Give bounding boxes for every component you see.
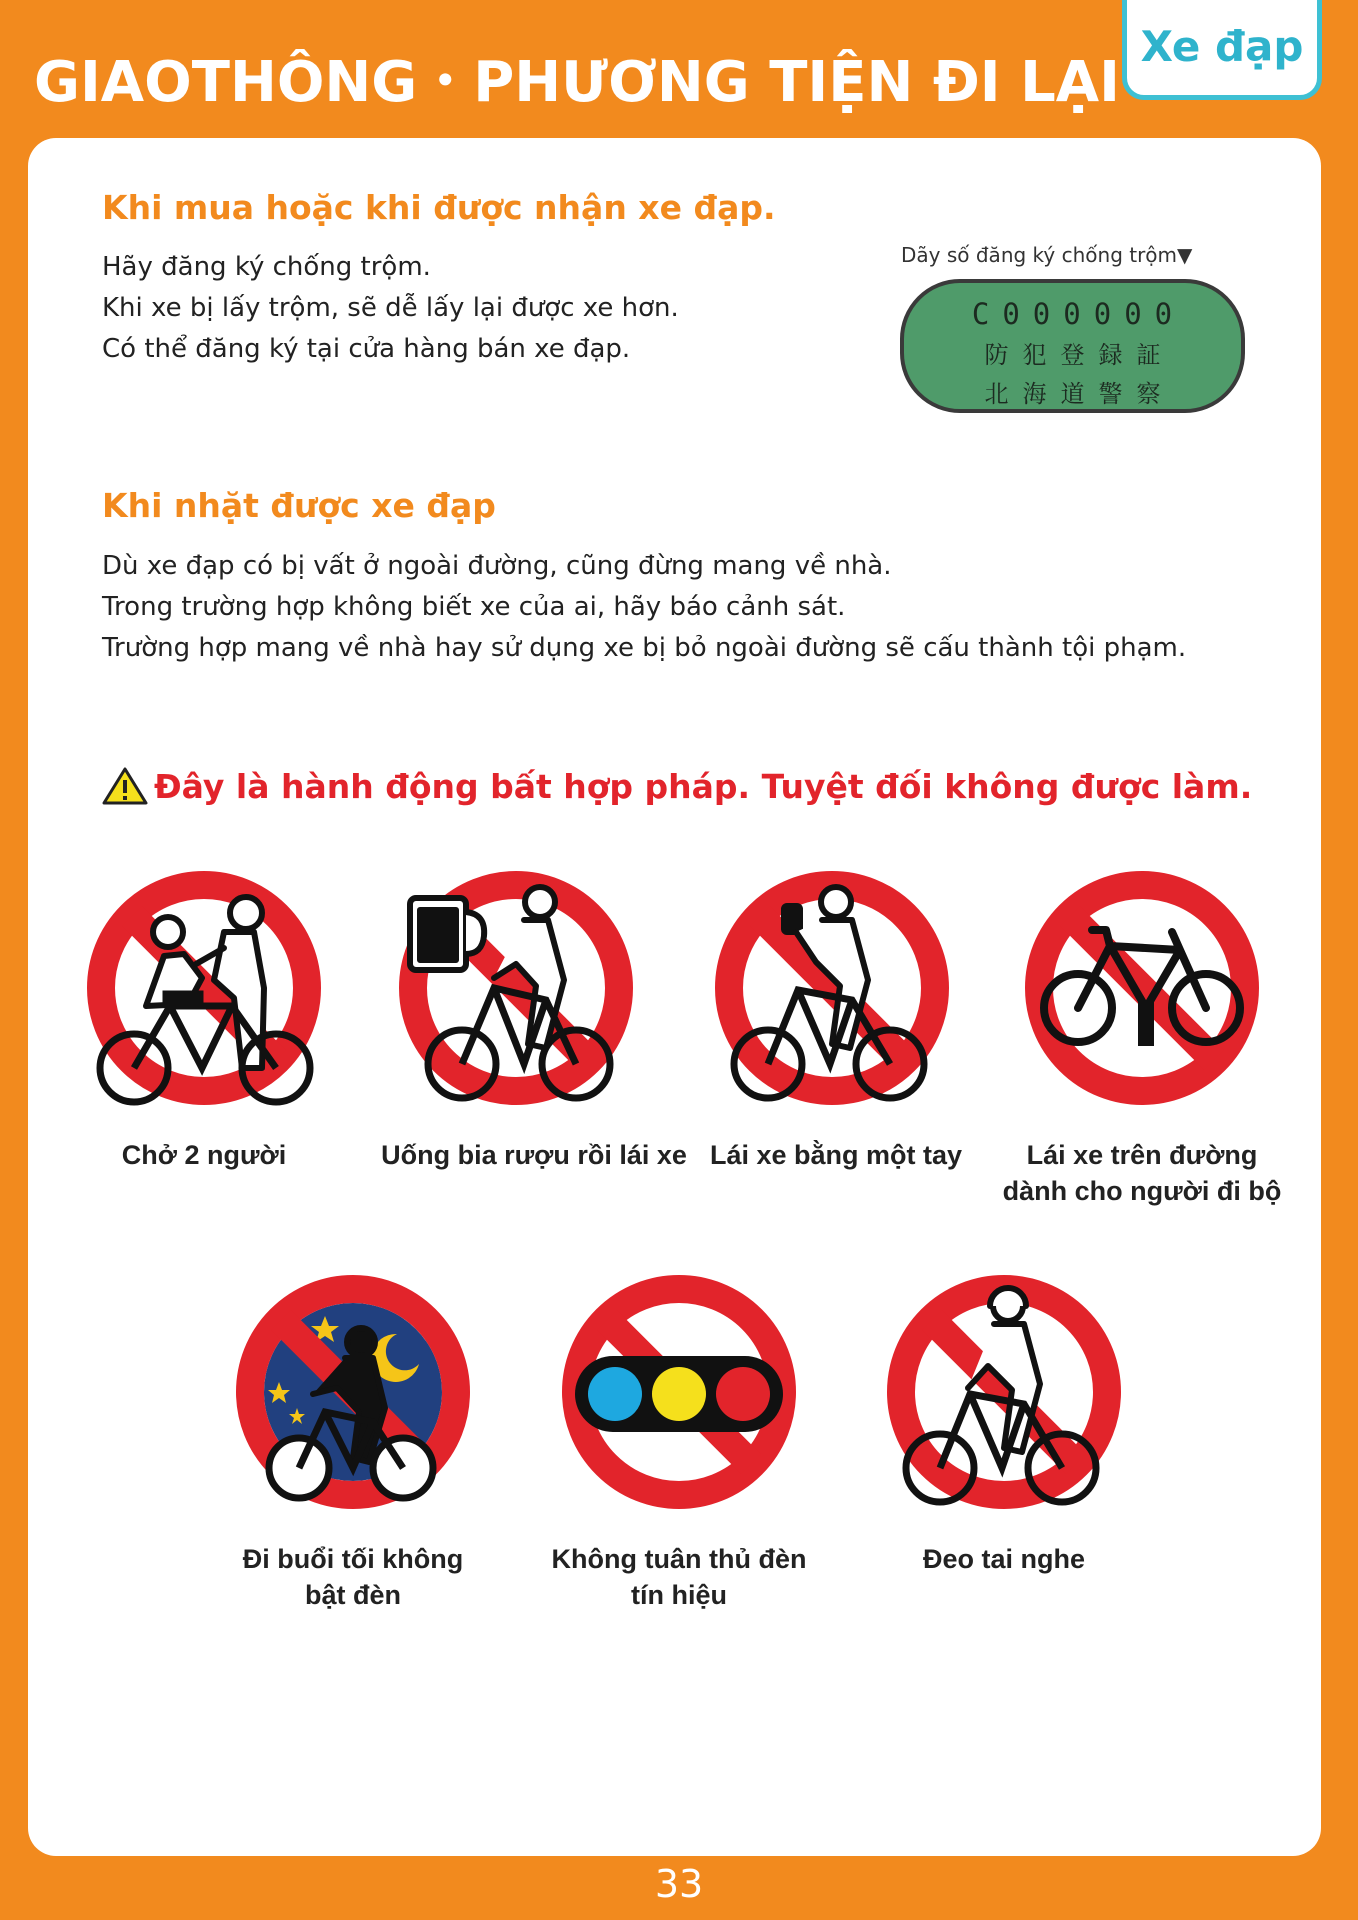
body-line: Có thể đăng ký tại cửa hàng bán xe đạp. [102,334,631,364]
sign-traffic-light [559,1272,799,1512]
category-tag: Xe đạp [1122,0,1322,100]
sign-caption [213,1541,493,1613]
body-line: Dù xe đạp có bị vất ở ngoài đường, cũng đừng mang về nhà. [102,551,892,581]
two-riders-icon [84,868,324,1108]
caption-line: Lái xe trên đường [1026,1140,1258,1170]
caption-line: Uống bia rượu rồi lái xe [381,1140,687,1170]
caption-line: dành cho người đi bộ [1002,1176,1282,1206]
sign-one-hand [712,868,952,1108]
sign-headphones [884,1272,1124,1512]
sign-caption [374,1137,694,1173]
sign-caption [696,1137,976,1173]
headphones-riding-icon [884,1272,1124,1512]
caption-line: Lái xe bằng một tay [709,1140,963,1170]
traffic-light-icon [559,1272,799,1512]
caption-line: bật đèn [304,1580,401,1610]
beer-riding-icon [396,868,636,1108]
section-body-found [102,546,1186,669]
warning-text: Đây là hành động bất hợp pháp. Tuyệt đối không được làm. [154,766,1253,806]
night-no-light-icon [233,1272,473,1512]
caption-line: Đeo tai nghe [922,1544,1085,1574]
sign-caption [84,1137,324,1173]
body-line: Trong trường hợp không biết xe của ai, hãy báo cảnh sát. [102,592,846,622]
plate-line-2: 防犯登録証 [984,341,1175,369]
sign-two-riders [84,868,324,1108]
sign-caption [539,1541,819,1613]
page-title: GIAOTHÔNG・PHƯƠNG TIỆN ĐI LẠI [34,50,1120,115]
illegal-warning [102,766,1252,806]
body-line: Khi xe bị lấy trộm, sẽ dễ lấy lại được xe hơn. [102,293,679,323]
sign-drunk-riding [396,868,636,1108]
plate-line-3: 北海道警察 [984,380,1175,408]
caption-line: Không tuân thủ đèn [551,1544,807,1574]
section-title-found: Khi nhặt được xe đạp [102,486,496,525]
sign-night-no-light [233,1272,473,1512]
body-line: Hãy đăng ký chống trộm. [102,252,431,282]
caption-line: Chở 2 người [121,1140,287,1170]
plate-number: C000000 [971,297,1186,331]
phone-riding-icon [712,868,952,1108]
registration-plate [900,279,1245,413]
section-body-purchase [102,247,679,370]
plate-caption: Dãy số đăng ký chống trộm▼ [901,243,1193,267]
sign-caption [992,1137,1292,1209]
caption-line: Đi buổi tối không [242,1544,464,1574]
sign-caption [864,1541,1144,1577]
caption-line: tín hiệu [631,1580,727,1610]
sidewalk-riding-icon [1022,868,1262,1108]
body-line: Trường hợp mang về nhà hay sử dụng xe bị bỏ ngoài đường sẽ cấu thành tội phạm. [102,633,1187,663]
section-title-purchase: Khi mua hoặc khi được nhận xe đạp. [102,188,776,227]
sign-sidewalk [1022,868,1262,1108]
page-number: 33 [654,1862,704,1906]
warning-triangle-icon [102,766,148,806]
